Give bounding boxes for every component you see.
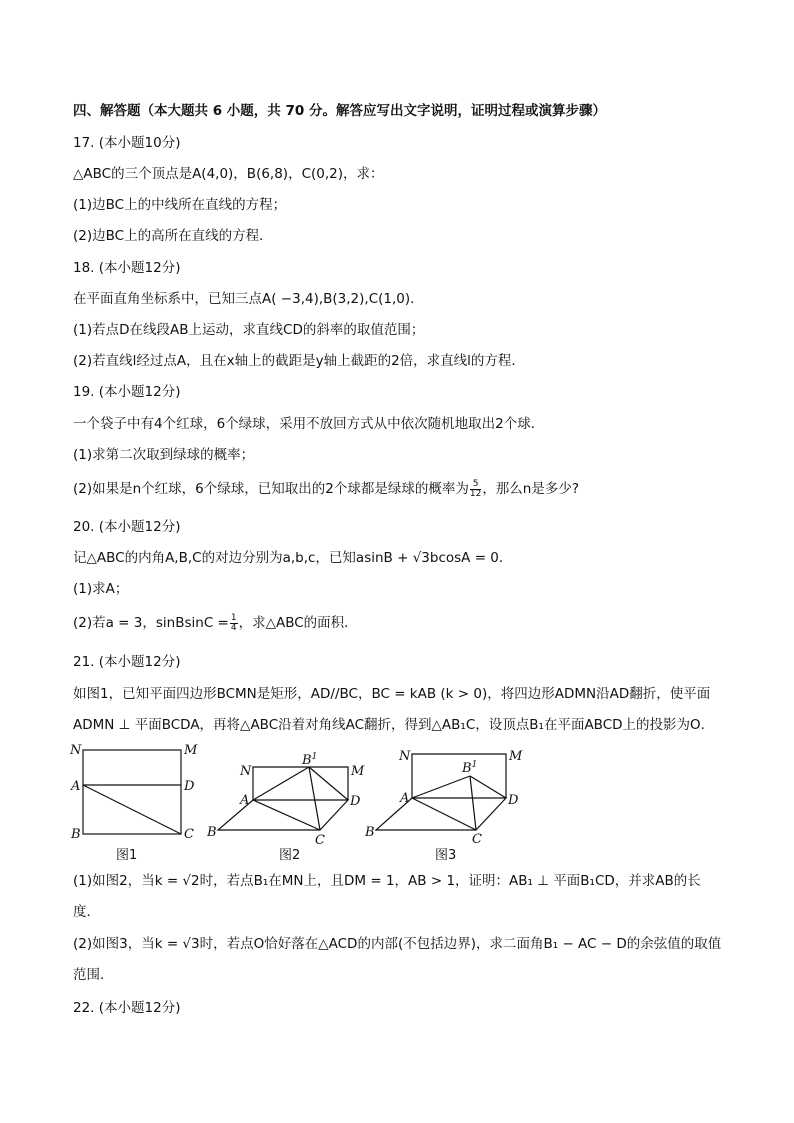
q18-title: 18. (本小题12分) xyxy=(73,260,181,276)
section-header: 四、解答题（本大题共 6 小题，共 70 分。解答应写出文字说明，证明过程或演算步骤） xyxy=(73,103,606,119)
q21-part2-line1: (2)如图3，当k = √3时，若点O恰好落在△ACD的内部(不包括边界)，求二面角B₁ − AC − D的余弦值的取值 xyxy=(73,936,722,952)
fig2-label-c: C xyxy=(315,833,325,848)
fig2-label-m: M xyxy=(351,764,365,779)
q21-line1: 如图1，已知平面四边形BCMN是矩形，AD//BC，BC = kAB (k > 0)，将四边形ADMN沿AD翻折，使平面 xyxy=(73,686,711,702)
fig3-label-b: B xyxy=(365,825,375,840)
fig3-label-b1-main: B xyxy=(462,761,472,776)
q20-title: 20. (本小题12分) xyxy=(73,519,181,535)
fig1-label-m: M xyxy=(184,743,198,758)
fig3-label-c: C xyxy=(472,832,482,847)
q19-frac-num: 5 xyxy=(470,480,481,490)
q21-line2: ADMN ⊥ 平面BCDA，再将△ABC沿着对角线AC翻折，得到△AB₁C，设顶点B₁在平面ABCD上的投影为O． xyxy=(73,717,715,733)
fig3-label-b1-sub: 1 xyxy=(471,760,478,770)
q21-title: 21. (本小题12分) xyxy=(73,654,181,670)
fig1-line-ac xyxy=(83,785,181,834)
q21-part2-line2: 范围． xyxy=(73,967,114,983)
q19-stem: 一个袋子中有4个红球，6个绿球，采用不放回方式从中依次随机地取出2个球． xyxy=(73,416,545,432)
fig3-line-b1a xyxy=(412,776,470,798)
fig3-caption: 图3 xyxy=(435,848,457,863)
q18-part1: (1)若点D在线段AB上运动，求直线CD的斜率的取值范围； xyxy=(73,322,425,338)
q21-part1-line2: 度． xyxy=(73,904,100,920)
fig3-label-d: D xyxy=(508,793,519,808)
fig3-label-b1 xyxy=(461,760,477,776)
q20-part2-text-a: (2)若a = 3，sinBsinC = xyxy=(73,615,229,631)
fig3-line-ac xyxy=(412,798,476,830)
fig1-label-b: B xyxy=(71,827,81,842)
q20-part2-text-b: ，求△ABC的面积． xyxy=(238,615,358,631)
fig3-base xyxy=(376,798,506,830)
fig3-label-m: M xyxy=(509,749,523,764)
figure-2 xyxy=(202,748,372,864)
fig2-label-d: D xyxy=(350,794,361,809)
q20-part2 xyxy=(73,613,358,633)
fig1-label-a: A xyxy=(71,779,81,794)
fig2-label-b: B xyxy=(207,825,217,840)
fig2-label-b1 xyxy=(301,752,317,768)
fig2-line-b1d xyxy=(309,767,348,800)
fig2-base xyxy=(218,800,348,830)
fig3-line-b1d xyxy=(470,776,506,798)
fig2-label-a: A xyxy=(240,793,250,808)
q22-title: 22. (本小题12分) xyxy=(73,1000,181,1016)
q19-part2-text-a: (2)如果是n个红球，6个绿球，已知取出的2个球都是绿球的概率为 xyxy=(73,481,469,497)
fig3-label-a: A xyxy=(400,791,410,806)
q20-frac-num: 1 xyxy=(230,612,237,623)
fig3-label-n: N xyxy=(399,749,411,764)
q19-part2 xyxy=(73,479,579,499)
fig1-label-d: D xyxy=(184,779,195,794)
fig2-caption: 图2 xyxy=(279,848,301,863)
q17-title: 17. (本小题10分) xyxy=(73,135,181,151)
q20-fraction xyxy=(230,614,238,633)
q20-stem: 记△ABC的内角A,B,C的对边分别为a,b,c，已知asinB + √3bcosA = 0． xyxy=(73,550,513,566)
q18-stem: 在平面直角坐标系中，已知三点A( −3,4),B(3,2),C(1,0)． xyxy=(73,291,424,307)
q19-part2-text-b: ，那么n是多少? xyxy=(482,481,580,497)
q19-frac-den: 12 xyxy=(469,488,482,499)
fig2-label-n: N xyxy=(240,764,252,779)
fig1-label-n: N xyxy=(70,743,82,758)
fig1-label-c: C xyxy=(184,827,194,842)
figure-3 xyxy=(360,742,530,864)
q19-part1: (1)求第二次取到绿球的概率； xyxy=(73,447,255,463)
q21-part1-line1: (1)如图2，当k = √2时，若点B₁在MN上，且DM = 1，AB > 1，证明：AB₁ ⊥ 平面B₁CD，并求AB的长 xyxy=(73,873,701,889)
fig2-label-b1-sub: 1 xyxy=(311,752,318,762)
q19-fraction xyxy=(470,480,481,499)
fig1-caption: 图1 xyxy=(116,848,138,863)
q18-part2: (2)若直线l经过点A，且在x轴上的截距是y轴上截距的2倍，求直线l的方程． xyxy=(73,353,525,369)
fig2-label-b1-main: B xyxy=(302,753,312,768)
q19-title: 19. (本小题12分) xyxy=(73,384,181,400)
fig2-line-b1c xyxy=(309,767,320,830)
q20-frac-den: 4 xyxy=(230,622,237,633)
fig2-line-b1a xyxy=(253,767,309,800)
q17-part1: (1)边BC上的中线所在直线的方程； xyxy=(73,197,287,213)
q17-part2: (2)边BC上的高所在直线的方程． xyxy=(73,228,273,244)
q17-stem: △ABC的三个顶点是A(4,0)，B(6,8)，C(0,2)，求： xyxy=(73,166,384,182)
fig3-nm-frame xyxy=(412,754,506,798)
fig2-line-ac xyxy=(253,800,320,830)
figure-1 xyxy=(66,742,206,864)
fig3-line-b1c xyxy=(470,776,476,830)
q20-part1: (1)求A； xyxy=(73,581,129,597)
